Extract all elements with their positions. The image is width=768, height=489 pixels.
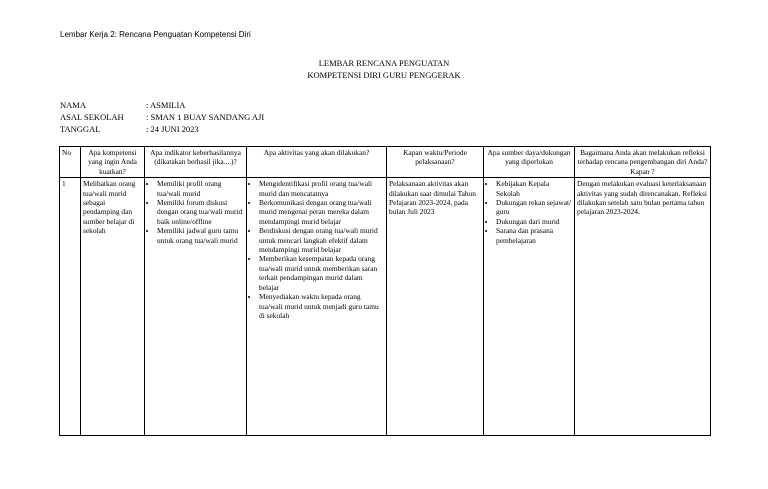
list-item: • Memiliki forum diskusi dengan orang tua/wali murid baik online/offline bbox=[157, 198, 244, 226]
identity-tanggal bbox=[60, 123, 264, 135]
list-item: • Menyediakan waktu kepada orang tua/wali murid untuk menjadi guru tamu di sekolah bbox=[259, 292, 384, 320]
sekolah-value: : SMAN 1 BUAY SANDANG AJI bbox=[146, 112, 265, 122]
list-item: • Berkomunikasi dengan orang tua/wali murid mengenai peran mereka dalam mendampingi murid belajar bbox=[259, 198, 384, 226]
indikator-list bbox=[147, 179, 244, 245]
list-item: • Dukungan rekan sejawat/ guru bbox=[496, 198, 572, 217]
tanggal-value: : 24 JUNI 2023 bbox=[146, 124, 199, 134]
list-item: • Dukungan dari murid bbox=[496, 217, 572, 226]
sumber-list bbox=[486, 179, 572, 245]
nama-label: NAMA bbox=[60, 100, 86, 110]
cell-refleksi: Dengan melakukan evaluasi keterlaksanaan aktivitas yang sudah direncanakan. Refleksi dilakukan setelah satu bulan pertama tahun pelajaran 2023-2024. bbox=[575, 178, 711, 436]
header-refleksi: Bagaimana Anda akan melakukan refleksi terhadap rencana pengembangan diri Anda? Kapan ? bbox=[575, 147, 711, 178]
cell-sumber bbox=[484, 178, 575, 436]
list-item: • Sarana dan prasana pembelajaran bbox=[496, 226, 572, 245]
cell-aktivitas bbox=[247, 178, 387, 436]
title-line-1: LEMBAR RENCANA PENGUATAN bbox=[318, 58, 450, 68]
tanggal-label: TANGGAL bbox=[60, 124, 101, 134]
cell-kompetensi: Melibatkan orang tua/wali murid sebagai pendamping dan sumber belajar di sekolah bbox=[81, 178, 145, 436]
table-row bbox=[60, 178, 711, 436]
list-item: • Mengidentifikasi profil orang tua/wali murid dan mencatatnya bbox=[259, 179, 384, 198]
aktivitas-list bbox=[249, 179, 384, 320]
cell-indikator bbox=[145, 178, 247, 436]
header-no: No bbox=[60, 147, 81, 178]
nama-value: : ASMILIA bbox=[146, 100, 186, 110]
list-item: • Memiliki jadwal guru tamu untuk orang tua/wali murid bbox=[157, 226, 244, 245]
worksheet-caption: Lembar Kerja 2: Rencana Penguatan Kompetensi Diri bbox=[60, 30, 251, 39]
table-header-row bbox=[60, 147, 711, 178]
identity-nama bbox=[60, 99, 264, 111]
identity-sekolah bbox=[60, 111, 264, 123]
list-item: • Kebijakan Kepala Sekolah bbox=[496, 179, 572, 198]
cell-no: 1 bbox=[60, 178, 81, 436]
sekolah-label: ASAL SEKOLAH bbox=[60, 112, 124, 122]
header-waktu: Kapan waktu/Periode pelaksanaan? bbox=[387, 147, 484, 178]
cell-waktu: Pelaksanaan aktivitas akan dilakukan saat dimulai Tahun Pelajaran 2023-2024, pada bulan Juli 2023 bbox=[387, 178, 484, 436]
header-kompetensi: Apa kompetensi yang ingin Anda kuatkan? bbox=[81, 147, 145, 178]
title-line-2: KOMPETENSI DIRI GURU PENGGERAK bbox=[307, 70, 461, 80]
list-item: • Berdiskusi dengan orang tua/wali murid untuk mencari langkah efektif dalam mendampingi murid belajar bbox=[259, 226, 384, 254]
document-title bbox=[0, 57, 768, 81]
header-sumber: Apa sumber daya/dukungan yang diperlukan bbox=[484, 147, 575, 178]
list-item: • Memberikan kesempatan kepada orang tua/wali murid untuk memberikan saran terkait pendampingan murid dalam belajar bbox=[259, 254, 384, 292]
header-indikator: Apa indikator keberhasilannya (dikatakan berhasil jika....)? bbox=[145, 147, 247, 178]
list-item: • Memiliki profil orang tua/wali murid bbox=[157, 179, 244, 198]
identity-block bbox=[60, 99, 264, 135]
header-aktivitas: Apa aktivitas yang akan dilakukan? bbox=[247, 147, 387, 178]
plan-table bbox=[59, 146, 711, 436]
